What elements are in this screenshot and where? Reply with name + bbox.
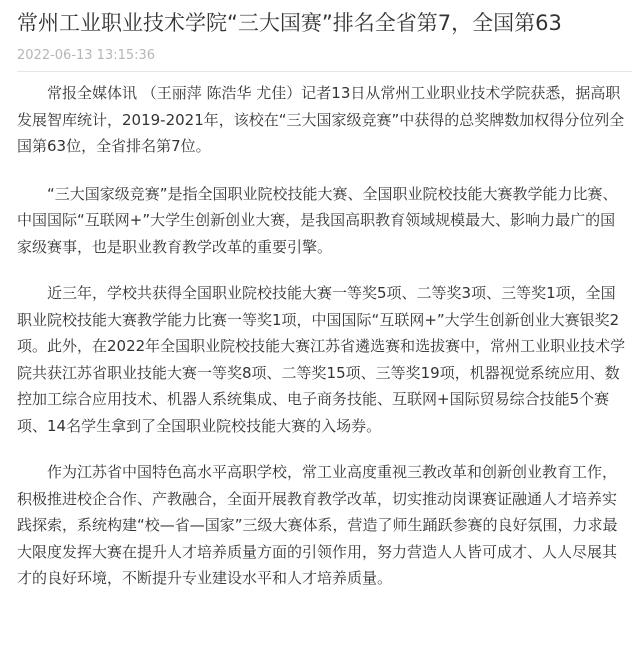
article-body [17, 80, 627, 612]
title-divider [17, 71, 632, 72]
paragraph-definition: “三大国家级竞赛”是指全国职业院校技能大赛、全国职业院校技能大赛教学能力比赛、中国国际“互联网+”大学生创新创业大赛，是我国高职教育领域规模最大、影响力最广的国家级赛事，也是职业教育教学改革的重要引擎。 [17, 184, 618, 256]
paragraph-measures: 作为江苏省中国特色高水平高职学校，常工业高度重视三教改革和创新创业教育工作，积极推进校企合作、产教融合，全面开展教育教学改革，切实推动岗课赛证融通人才培养实践探索，系统构建“校—省—国家”三级大赛体系，营造了师生踊跃参赛的良好氛围，力求最大限度发挥大赛在提升人才培养质量方面的引领作用，努力营造人人皆可成才、人人尽展其才的良好环境，不断提升专业建设水平和人才培养质量。 [17, 463, 618, 587]
paragraph-intro: 常报全媒体讯 （王丽萍 陈浩华 尤佳）记者13日从常州工业职业技术学院获悉，据高职发展智库统计，2019-2021年，该校在“三大国家级竞赛”中获得的总奖牌数加权得分位列全国第63位，全省排名第7位。 [17, 84, 625, 155]
publish-date: 2022-06-13 13:15:36 [17, 48, 156, 63]
paragraph-achievements: 近三年，学校共获得全国职业院校技能大赛一等奖5项、二等奖3项、三等奖1项，全国职业院校技能大赛教学能力比赛一等奖1项，中国国际“互联网+”大学生创新创业大赛银奖2项。此外，在2022年全国职业院校技能大赛江苏省遴选赛和选拔赛中，常州工业职业技术学院共获江苏省职业技能大赛一等奖8项、二等奖15项、三等奖19项，机器视觉系统应用、数控加工综合应用技术、机器人系统集成、电子商务技能、互联网+国际贸易综合技能5个赛项、14名学生拿到了全国职业院校技能大赛的入场券。 [17, 284, 626, 435]
article-title: 常州工业职业技术学院“三大国赛”排名全省第7，全国第63 [17, 11, 562, 35]
